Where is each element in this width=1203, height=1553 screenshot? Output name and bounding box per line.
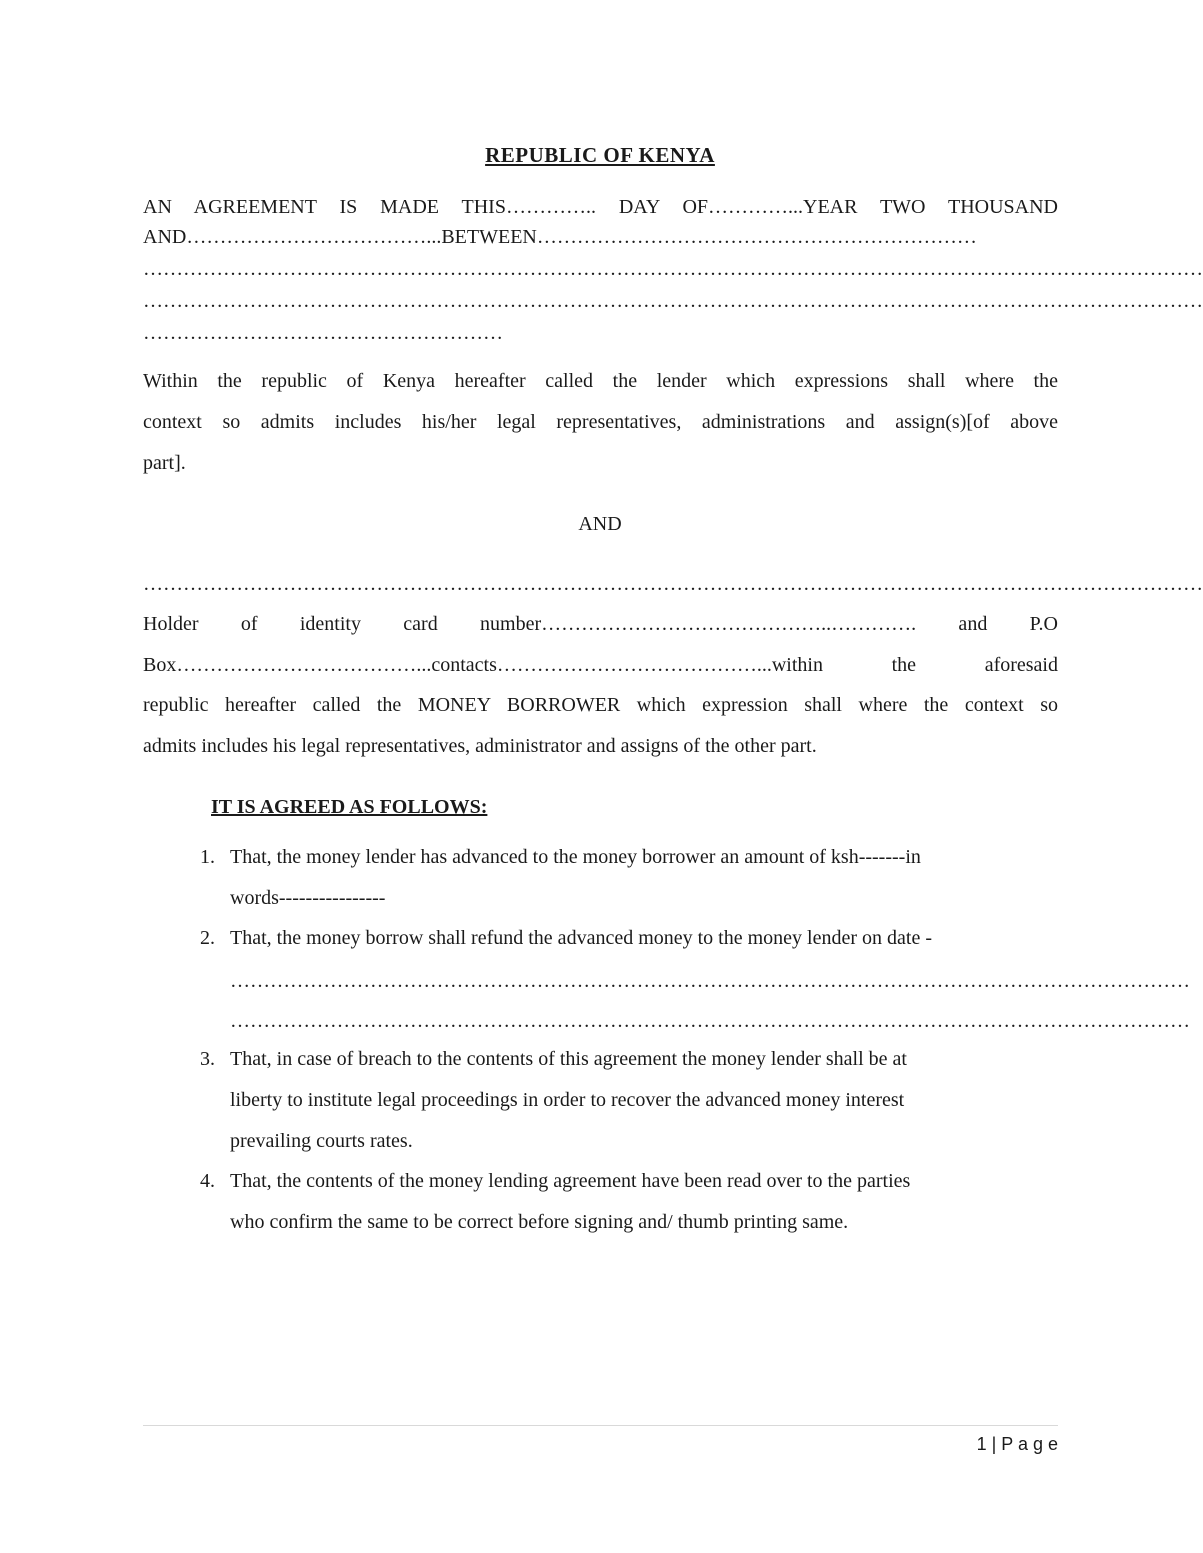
borrower-paragraph-line-1: …………………………………………………………………………………………………………………………………………… — [143, 573, 1203, 595]
list-item-line: prevailing courts rates. — [230, 1130, 413, 1152]
lender-paragraph-line-1: Within the republic of Kenya hereafter called the lender which expressions shall where the — [143, 370, 1058, 392]
borrower-paragraph-line-2: Holder of identity card number……………………………………..…………. and P.O — [143, 613, 1058, 635]
list-item-line: That, the money lender has advanced to the money borrower an amount of ksh-------in — [230, 846, 921, 868]
list-item-line: words---------------- — [230, 887, 386, 909]
lender-paragraph-line-3: part]. — [143, 452, 186, 474]
list-item-number: 2. — [200, 927, 215, 949]
list-item-number: 4. — [200, 1170, 215, 1192]
opening-line-2: AND………………………………...BETWEEN………………………………………………………… — [143, 226, 977, 248]
opening-line-4: …………………………………………………………………………………………………………………………………………… — [143, 290, 1203, 312]
document-title: REPUBLIC OF KENYA — [485, 143, 715, 167]
list-item-line: who confirm the same to be correct before signing and/ thumb printing same. — [230, 1211, 849, 1233]
and-separator: AND — [578, 513, 622, 535]
list-item-number: 3. — [200, 1048, 215, 1070]
agreement-terms-heading: IT IS AGREED AS FOLLOWS: — [211, 796, 488, 818]
list-item-line: That, the contents of the money lending agreement have been read over to the parties — [230, 1170, 911, 1192]
page-number: 1 | P a g e — [976, 1434, 1058, 1454]
list-item-line: That, in case of breach to the contents of this agreement the money lender shall be at — [230, 1048, 907, 1070]
list-item-line: liberty to institute legal proceedings in order to recover the advanced money interest — [230, 1089, 905, 1111]
opening-line-5: ……………………………………………… — [143, 322, 503, 344]
list-item-line: That, the money borrow shall refund the advanced money to the money lender on date - — [230, 927, 932, 949]
lender-paragraph-line-2: context so admits includes his/her legal representatives, administrations and assign(s)[of above — [143, 411, 1058, 433]
borrower-paragraph-line-4: republic hereafter called the MONEY BORROWER which expression shall where the context so — [143, 694, 1058, 716]
opening-line-3: …………………………………………………………………………………………………………………………………………… — [143, 258, 1203, 280]
footer-divider — [143, 1425, 1058, 1426]
list-item-number: 1. — [200, 846, 215, 868]
list-item-line: ……………………………………………………………………………………………………………………………… — [230, 1010, 1190, 1032]
list-item-line: ……………………………………………………………………………………………………………………………… — [230, 970, 1190, 992]
borrower-paragraph-line-3: Box………………………………...contacts…………………………………...within the aforesaid — [143, 654, 1058, 676]
borrower-paragraph-line-5: admits includes his legal representatives, administrator and assigns of the other part. — [143, 735, 817, 757]
opening-line-1: AN AGREEMENT IS MADE THIS………….. DAY OF…………...YEAR TWO THOUSAND — [143, 196, 1058, 218]
